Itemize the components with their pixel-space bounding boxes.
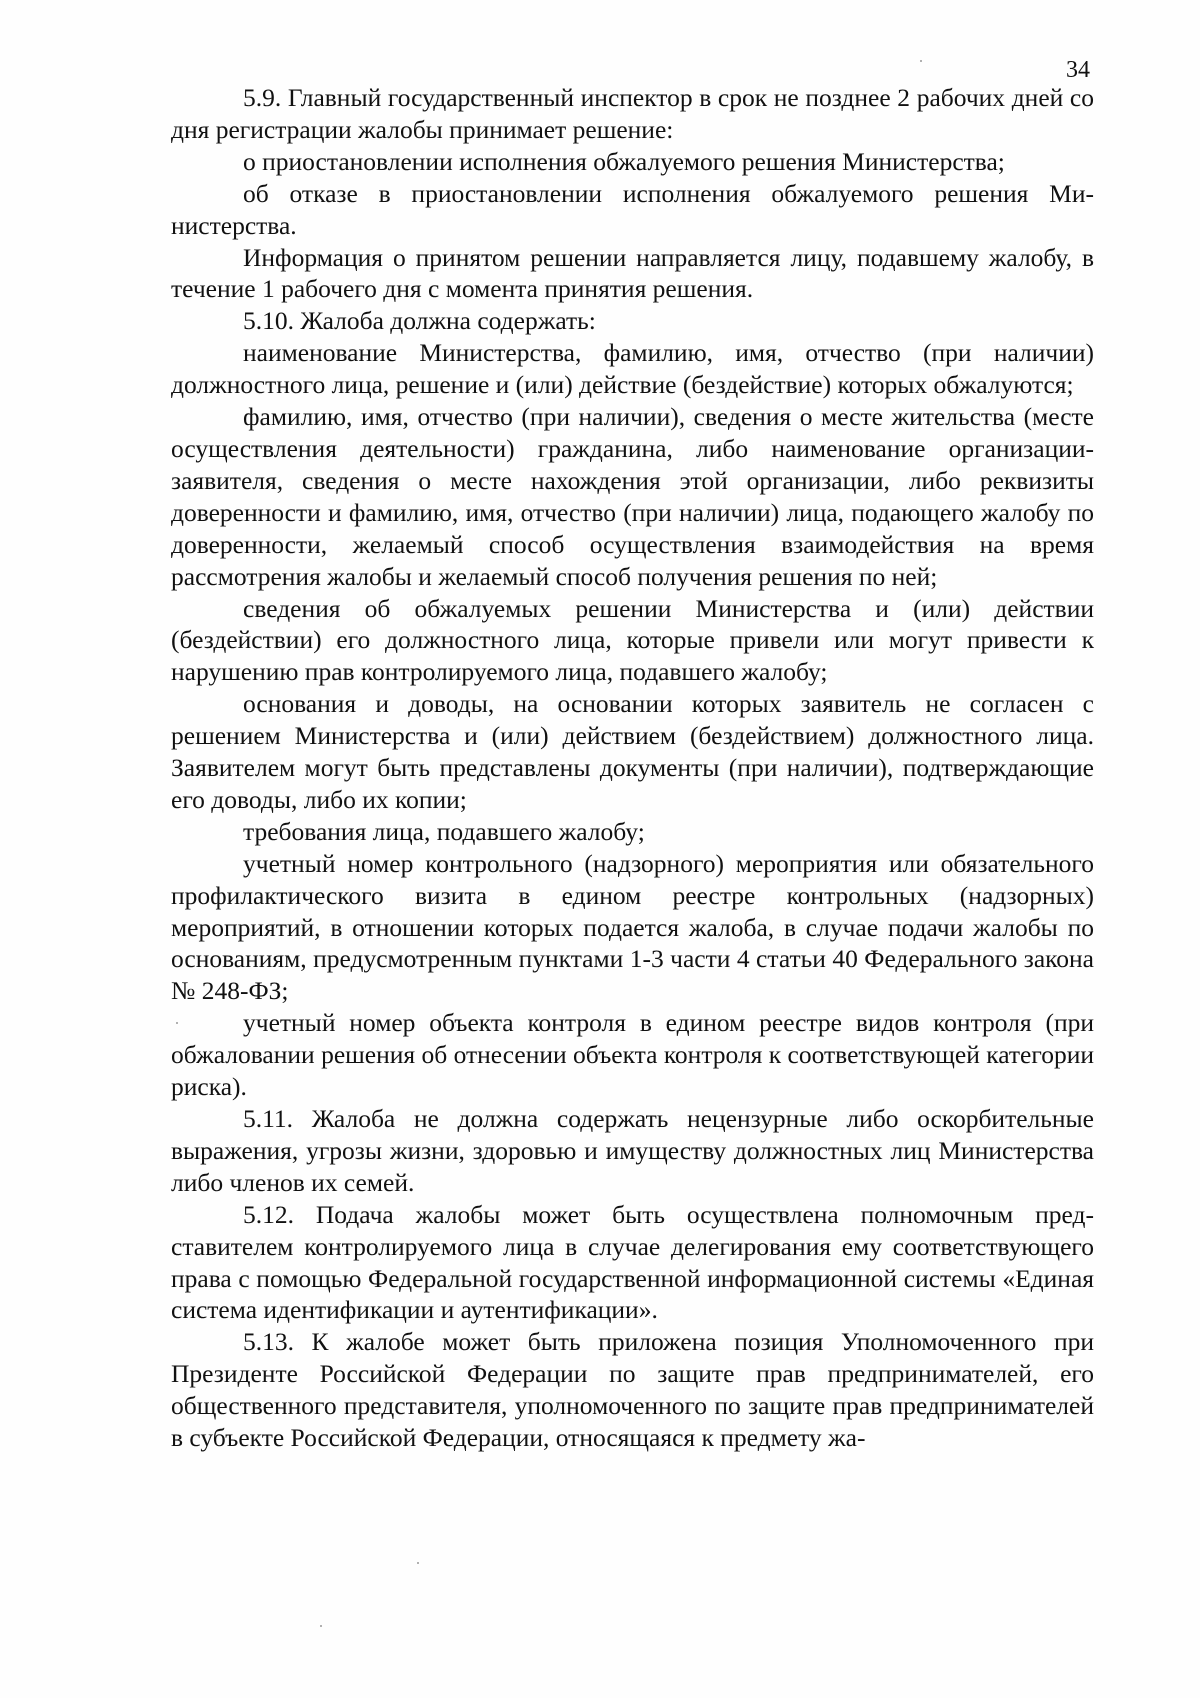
paragraph-object-number: учетный номер объекта контроля в едином реестре видов контроля (при обжаловании решения об отнесении объекта контроля к соответствующей категории риска). bbox=[171, 1008, 1094, 1102]
scan-speck bbox=[176, 1022, 178, 1024]
scan-speck bbox=[417, 1562, 419, 1564]
paragraph-grounds: основания и доводы, на основании которых заявитель не согласен с решением Министерства и (или) действием (бездействием) должностного лица. Заявителем могут быть представлены документы (при наличии), подтверждающие его доводы, либо их копии; bbox=[171, 689, 1094, 814]
paragraph-option-refuse: об отказе в приостановлении исполнения обжалуемого решения Министерства. bbox=[171, 178, 1094, 240]
document-body bbox=[171, 82, 1094, 1454]
scan-speck bbox=[920, 60, 922, 62]
paragraph-option-suspend: о приостановлении исполнения обжалуемого решения Министерства; bbox=[243, 146, 1005, 176]
paragraph-event-number: учетный номер контрольного (надзорного) мероприятия или обязательного профилактического визита в едином реестре контрольных (надзорных) мероприятий, в отношении которых подается жалоба, в случае подачи жалобы по основаниям, предусмотренным пунктами 1-3 части 4 статьи 40 Федерального закона № 248-ФЗ; bbox=[171, 848, 1094, 1006]
page-number: 34 bbox=[1066, 57, 1090, 83]
paragraph-5-13: 5.13. К жалобе может быть приложена позиция Уполномоченного при Президенте Российской Федерации по защите прав предпринимателей, его общественного представителя, уполномоченного по защите прав предпринимателей в субъекте Российской Федерации, относящаяся к предмету жа- bbox=[171, 1327, 1094, 1453]
paragraph-5-10: 5.10. Жалоба должна содержать: bbox=[243, 306, 596, 336]
scan-speck bbox=[320, 1625, 322, 1627]
paragraph-ministry-name: наименование Министерства, фамилию, имя, отчество (при наличии) должностного лица, решение и (или) действие (бездействие) которых обжалуются; bbox=[171, 338, 1094, 400]
paragraph-5-9: 5.9. Главный государственный инспектор в срок не позднее 2 рабочих дней со дня регистрации жалобы принимает решение: bbox=[171, 83, 1094, 144]
paragraph-applicant-details: фамилию, имя, отчество (при наличии), сведения о месте жительства (месте осуществления деятельности) гражданина, либо наименование организации-заявителя, сведения о месте нахождения этой организации, либо реквизиты доверенности и фамилию, имя, отчество (при наличии) лица, подающего жалобу по доверенности, желаемый способ осуществления взаимодействия на время рассмотрения жалобы и желаемый способ получения решения по ней; bbox=[171, 402, 1094, 591]
paragraph-decision-info: Информация о принятом решении направляется лицу, подавшему жалобу, в течение 1 рабочего дня с момента принятия решения. bbox=[171, 242, 1094, 304]
paragraph-appealed-decision: сведения об обжалуемых решении Министерства и (или) действии (бездействии) его должностного лица, которые привели или могут привести к нарушению прав контролируемого лица, подавшего жалобу; bbox=[171, 593, 1094, 687]
paragraph-5-12: 5.12. Подача жалобы может быть осуществлена полномочным представителем контролируемого лица в случае делегирования ему соответствующего права с помощью Федеральной государственной информационной системы «Единая система идентификации и аутентификации». bbox=[171, 1199, 1094, 1325]
paragraph-requirements: требования лица, подавшего жалобу; bbox=[243, 816, 645, 846]
paragraph-5-11: 5.11. Жалоба не должна содержать нецензурные либо оскорбительные выражения, угрозы жизни, здоровью и имуществу должностных лиц Министерства либо членов их семей. bbox=[171, 1104, 1094, 1197]
